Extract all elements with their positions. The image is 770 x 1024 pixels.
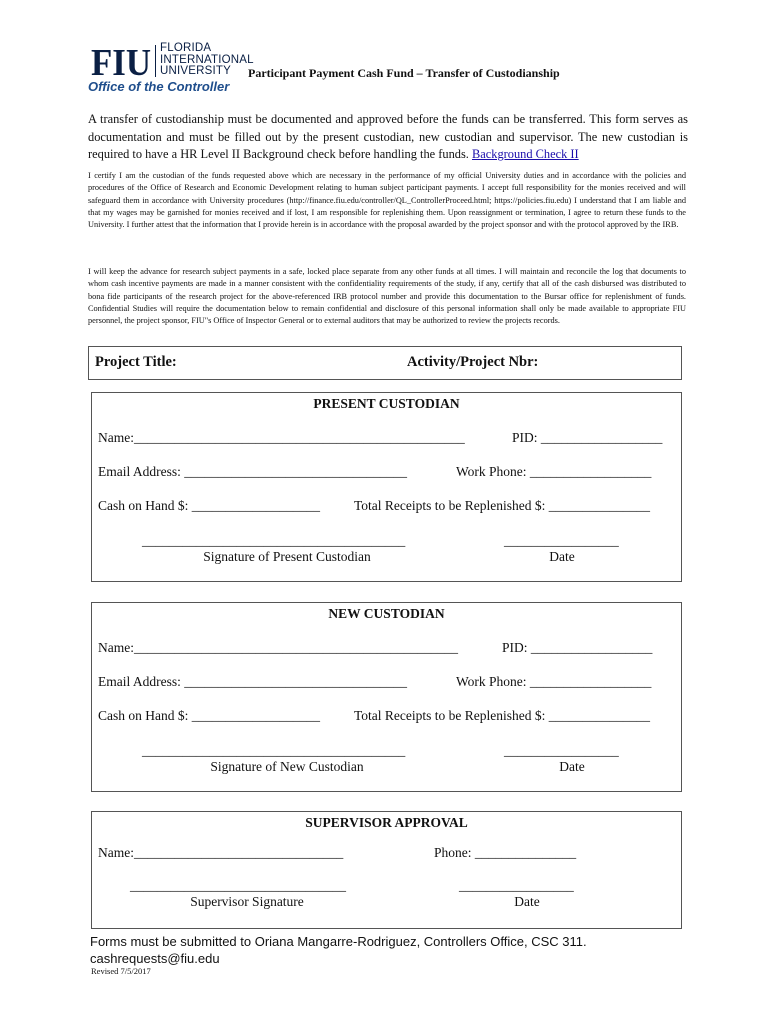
submission-email: cashrequests@fiu.edu [90,951,220,966]
logo-line-3: UNIVERSITY [160,65,232,77]
new-name-field[interactable]: Name:________________________________________________ [98,640,458,655]
new-date-caption: Date [559,759,585,774]
supervisor-phone-field[interactable]: Phone: _______________ [434,845,577,860]
supervisor-approval-heading: SUPERVISOR APPROVAL [305,815,468,830]
logo-divider [155,45,156,77]
new-receipts-field[interactable]: Total Receipts to be Replenished $: _______________ [354,708,651,723]
revision-date: Revised 7/5/2017 [91,966,151,976]
certification-paragraph: I certify I am the custodian of the funds requested above which are necessary in the performance of my official University duties and in accordance with the policies and procedures of the Office of Research and Economic Development relating to human subject participant payments. I accept full responsibility for the monies received and will safeguard them in accordance with University procedures (http://finance.fiu.edu/controller/QL_ControllerProceed.html; https://policies.fiu.edu) I understand that I am liable and that my wages may be garnished for monies received and if lost, I am responsible for replenishing them. Upon reassignment or termination, I agree to return these funds to the University. I further attest that the information that I provide herein is in accordance with the proposal awarded by the project sponsor and with the protocol approved by the IRB. [88,171,686,230]
fiu-logo-mark: FIU [91,44,151,78]
submission-line: Forms must be submitted to Oriana Mangarre-Rodriguez, Controllers Office, CSC 311. [90,934,587,949]
new-phone-field[interactable]: Work Phone: __________________ [456,674,652,689]
project-nbr-label: Activity/Project Nbr: [407,354,539,370]
present-signature-caption: Signature of Present Custodian [203,549,371,564]
new-pid-label: PID: [502,640,528,655]
present-phone-field[interactable]: Work Phone: __________________ [456,464,652,479]
new-custodian-heading: NEW CUSTODIAN [328,606,445,621]
supervisor-name-field[interactable]: Name:_______________________________ [98,845,344,860]
project-box [88,346,682,380]
new-email-field[interactable]: Email Address: _________________________________ [98,674,407,689]
present-pid-label: PID: [512,430,538,445]
present-email-label: Email Address: [98,464,181,479]
present-name-label: Name: [98,430,134,445]
present-name-field[interactable]: Name:_________________________________________________ [98,430,465,445]
new-signature-caption: Signature of New Custodian [210,759,364,774]
intro-paragraph [88,111,688,164]
form-title: Participant Payment Cash Fund – Transfer of Custodianship [248,66,560,80]
office-name: Office of the Controller [88,79,230,94]
supervisor-signature-line[interactable]: ________________________________ [130,878,346,893]
new-phone-label: Work Phone: [456,674,527,689]
new-date-line[interactable]: _________________ [504,743,619,758]
background-check-link[interactable]: Background Check II [471,147,579,161]
present-receipts-field[interactable]: Total Receipts to be Replenished $: _______________ [354,498,651,513]
supervisor-date-caption: Date [514,894,540,909]
supervisor-phone-label: Phone: [434,845,472,860]
submission-instructions [90,933,587,967]
project-title-label: Project Title: [95,354,177,370]
fiu-logo [91,44,153,78]
logo-line-1: FLORIDA [160,42,212,54]
new-cash-label: Cash on Hand $: [98,708,189,723]
present-date-caption: Date [549,549,575,564]
supervisor-approval-section [91,811,682,929]
present-cash-label: Cash on Hand $: [98,498,189,513]
present-custodian-section [91,392,682,582]
new-cash-field[interactable]: Cash on Hand $: ___________________ [98,708,320,723]
logo-line-2: INTERNATIONAL [160,53,254,66]
present-email-field[interactable]: Email Address: _________________________________ [98,464,407,479]
present-custodian-heading: PRESENT CUSTODIAN [313,396,460,411]
present-pid-field[interactable]: PID: __________________ [512,430,663,445]
supervisor-name-label: Name: [98,845,134,860]
new-receipts-label: Total Receipts to be Replenished $: [354,708,546,723]
safekeeping-paragraph: I will keep the advance for research subject payments in a safe, locked place separate from any other funds at all times. I will maintain and reconcile the log that documents to whom cash incentive payments are made in a manner consistent with the confidentiality requirements of the study, if any, certify that all of the cash disbursed was distributed to bona fide participants of the research project for the above-referenced IRB protocol number and provide this documentation to the Bursar office for replenishment of funds. Confidential Studies will require the documentation below to remain confidential and disclosure of this personal information shall only be made available to appropriate FIU personnel, the project sponsor, FIU"s Office of Inspector General or to external auditors that may be authorized to review the projects records. [88,267,686,326]
supervisor-date-line[interactable]: _________________ [459,878,574,893]
new-name-label: Name: [98,640,134,655]
new-pid-field[interactable]: PID: __________________ [502,640,653,655]
present-receipts-label: Total Receipts to be Replenished $: [354,498,546,513]
present-signature-line[interactable]: _______________________________________ [142,533,406,548]
new-signature-line[interactable]: _______________________________________ [142,743,406,758]
new-custodian-section [91,602,682,792]
new-email-label: Email Address: [98,674,181,689]
present-cash-field[interactable]: Cash on Hand $: ___________________ [98,498,320,513]
supervisor-signature-caption: Supervisor Signature [190,894,304,909]
present-phone-label: Work Phone: [456,464,527,479]
university-name [160,43,254,78]
intro-text: A transfer of custodianship must be documented and approved before the funds can be transferred. This form serves as documentation and must be filled out by the present custodian, new custodian and supervisor. The new custodian is required to have a HR Level II Background check before handling the funds. [88,112,688,161]
present-date-line[interactable]: _________________ [504,533,619,548]
